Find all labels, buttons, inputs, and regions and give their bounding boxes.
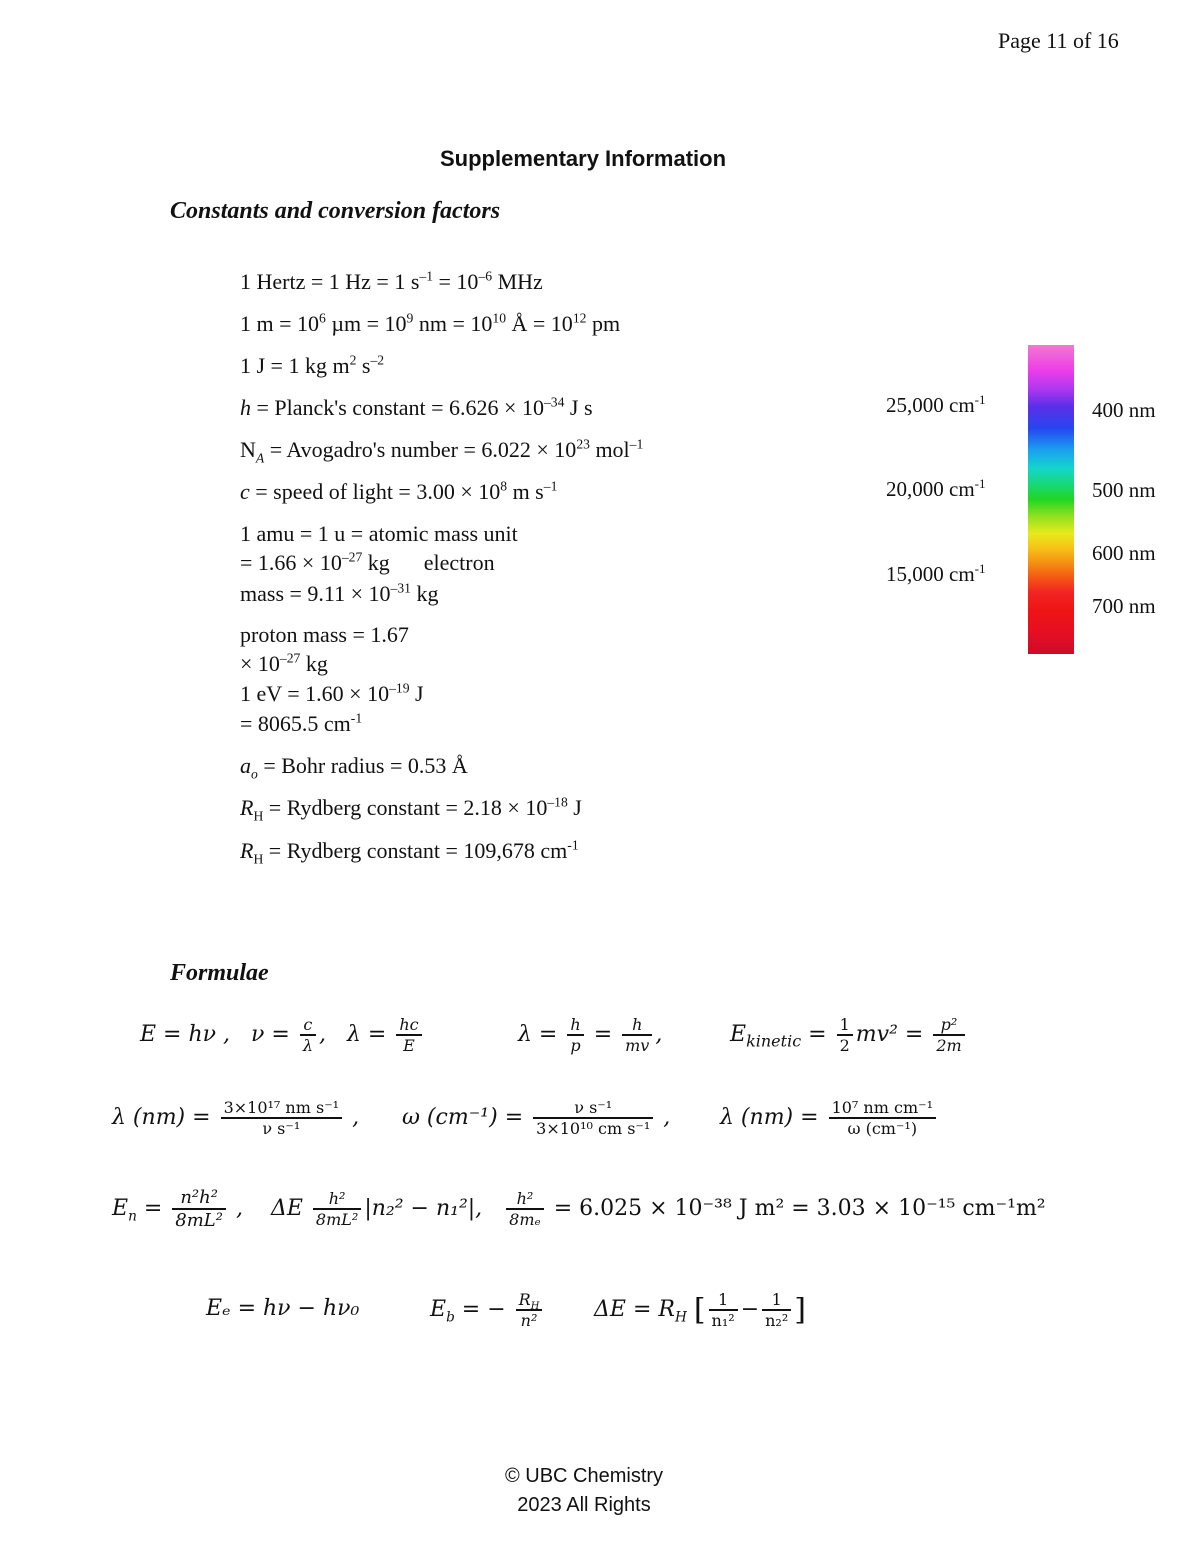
formulae-heading: Formulae — [170, 960, 269, 986]
spectrum-wavelength-label: 600 nm — [1092, 541, 1156, 565]
constant-proton-mass: proton mass = 1.67 — [240, 622, 409, 647]
footer-rights: 2023 All Rights — [517, 1494, 651, 1516]
footer — [0, 1462, 1168, 1520]
spectrum-wavenumber-label: 15,000 $cm^{-1}$ — [886, 561, 986, 586]
constant-rydberg-wavenumber: $R_H$ = Rydberg constant = 109,678 $cm^{-1}$ — [240, 837, 579, 867]
constant-amu-label: 1 amu = 1 u = atomic mass unit — [240, 521, 518, 546]
formula-de-broglie: λ = $\frac{h}{p}$ = $\frac{h}{mv}$ , — [518, 1015, 663, 1055]
constant-hertz: 1 Hertz = 1 Hz = 1 $s^{-1} = 10^{-6}$ MHz — [240, 268, 543, 294]
constant-ev-joule: 1 eV = $1.60 \times 10^{-19}$ J — [240, 680, 424, 706]
footer-copyright: © UBC Chemistry — [504, 1465, 664, 1487]
constant-avogadro: $N_A$ = Avogadro's number = $6.022 \times 10^{23}$ mol$^{-1}$ — [240, 436, 644, 466]
formula-wavelength-from-frequency: λ (nm) = $\frac{\text{3×10¹⁷ nm s⁻¹}}{\text{ν s⁻¹}}$ , — [112, 1098, 360, 1138]
constant-meter: 1 $m = 10^6$ $\mu m = 10^9$ nm = $10^{10}$ Å = $10^{12}$ pm — [240, 310, 621, 336]
formula-particle-in-box: $E_n$ = $\frac{\text{n²h²}}{\text{8mL²}}$ , ΔE $\frac{\text{h²}}{\text{8mL²}}$ |n₂² − n₁²|, $\frac{\text{h²}}{\text{8mₑ}}$ = 6.025 × 10⁻³⁸ J m² = 3.03 × 10⁻¹⁵ cm⁻¹m² — [112, 1187, 1046, 1231]
constant-rydberg-joule: $R_H$ = Rydberg constant = $2.18 \times 10^{-18}$ J — [240, 794, 582, 824]
constant-ev-wavenumber: = 8065.5 $cm^{-1}$ — [240, 710, 363, 736]
constant-proton-mass-exp: × $10^{-27}$ kg — [240, 650, 328, 676]
formula-wavenumber-from-frequency: ω (cm⁻¹) = $\frac{\text{ν s⁻¹}}{\text{3×10¹⁰ cm s⁻¹}}$ , — [402, 1098, 671, 1138]
spectrum-wavelength-label: 400 nm — [1092, 398, 1156, 422]
page-title: Supplementary Information — [440, 146, 727, 171]
page-number: Page 11 of 16 — [998, 28, 1119, 53]
constant-electron-mass: mass = $9.11 \times 10^{-31}$ kg — [240, 580, 439, 606]
constant-planck: h = Planck's constant = $6.626 \times 10^{-34}$ J s — [240, 394, 593, 420]
constants-heading: Constants and conversion factors — [170, 198, 501, 224]
formula-rydberg-transition: $\Delta E = R_H$ [ $\frac{1}{\text{n₁²}}$ − $\frac{1}{\text{n₂²}}$ ] — [594, 1290, 806, 1330]
spectrum-wavelength-label: 700 nm — [1092, 594, 1156, 618]
formula-wavelength-from-wavenumber: λ (nm) = $\frac{\text{10⁷ nm cm⁻¹}}{\text{ω (cm⁻¹)}}$ — [720, 1098, 939, 1138]
spectrum-wavelength-label: 500 nm — [1092, 478, 1156, 502]
formula-kinetic-energy: $E_{kinetic}$ = $\frac{1}{2}$ mv² = $\frac{\text{p²}}{2m}$ — [730, 1015, 968, 1055]
constant-bohr-radius: $a_o$ = Bohr radius = 0.53 Å — [240, 753, 468, 782]
spectrum-wavenumber-label: 25,000 $cm^{-1}$ — [886, 392, 986, 417]
visible-spectrum-bar — [1028, 345, 1074, 654]
spectrum-wavenumber-label: 20,000 $cm^{-1}$ — [886, 476, 986, 501]
formula-binding-energy: $E_b$ = − $\frac{R_H}{\text{n²}}$ — [430, 1290, 545, 1330]
formula-photoelectric: Eₑ = hν − hν₀ — [206, 1296, 360, 1321]
constant-speed-of-light: c = speed of light = $3.00 \times 10^8$ m $s^{-1}$ — [240, 478, 558, 504]
formula-photon-energy: E = hν , ν = $\frac{c}{\lambda}$ , λ = $\frac{hc}{E}$ — [140, 1015, 425, 1055]
constant-amu-value: = $1.66 \times 10^{-27}$ kg electron — [240, 549, 495, 575]
constant-joule: 1 J = 1 kg $m^2$ $s^{-2}$ — [240, 352, 385, 378]
